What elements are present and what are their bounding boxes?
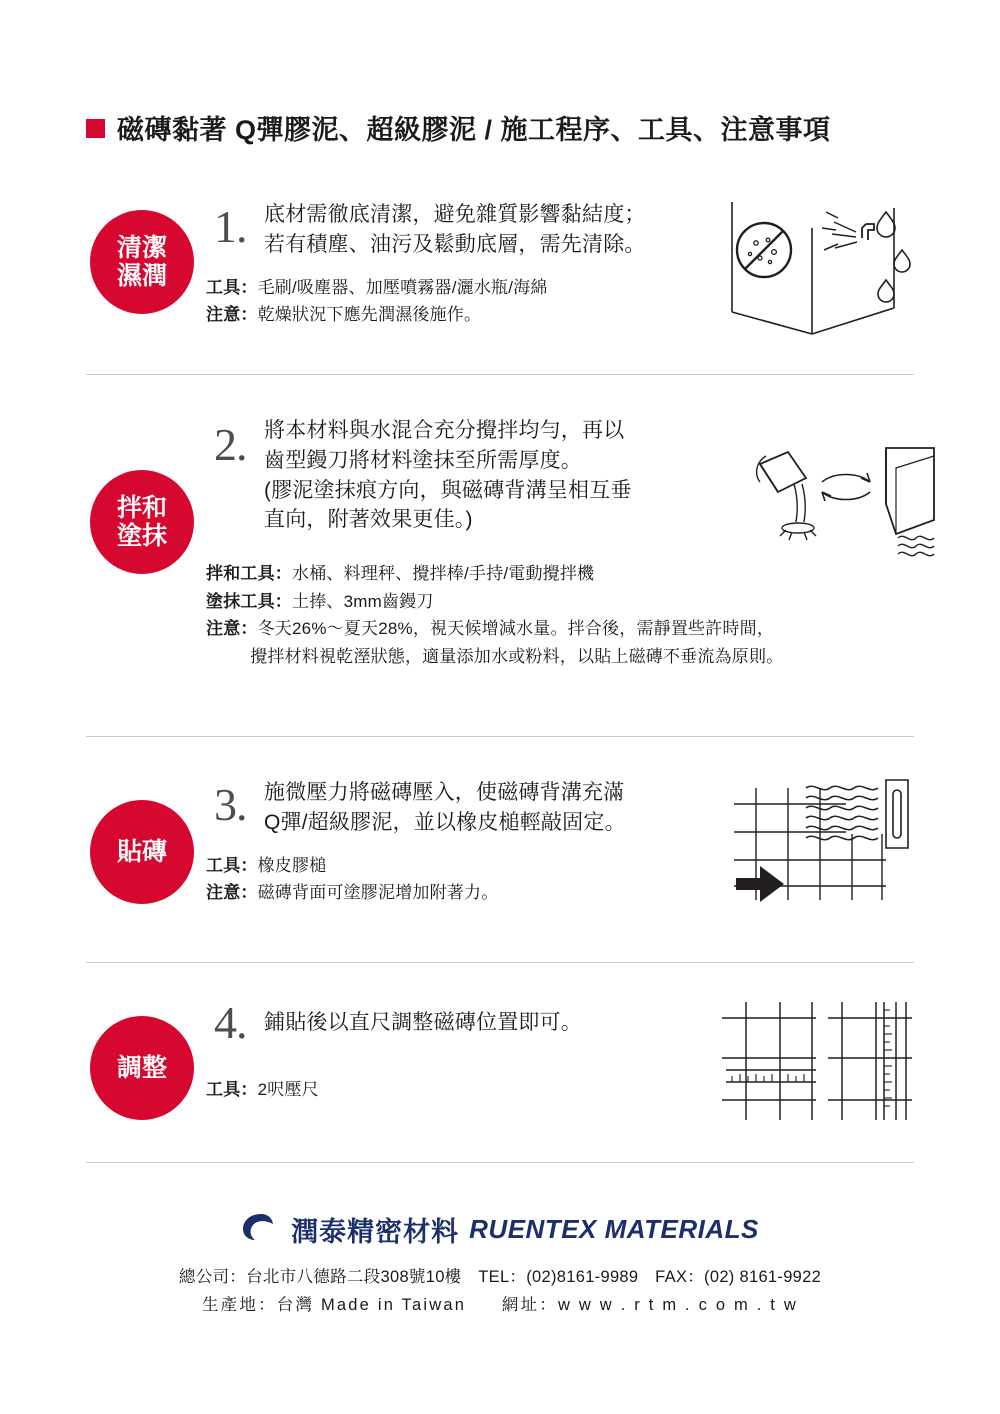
step-2-lead-line-1: 將本材料與水混合充分攪拌均勻，再以	[264, 419, 625, 442]
step-1-tools-label: 工具：	[206, 277, 258, 297]
step-4-badge-line-1: 調整	[116, 1054, 167, 1082]
step-2-divider	[86, 736, 914, 737]
step-2-note-cont: 攪拌材料視乾溼狀態，適量添加水或粉料，以貼上磁磚不垂流為原則。	[250, 646, 784, 666]
mixing-and-trowel-icon	[746, 434, 946, 579]
step-2-mix-tools-value: 水桶、料理秤、攪拌棒/手持/電動攪拌機	[292, 564, 595, 583]
step-1-number: 1.	[214, 201, 247, 252]
step-2-badge	[90, 470, 194, 574]
step-2-note-label: 注意：	[206, 619, 258, 639]
step-1-note	[206, 301, 734, 329]
step-4-tools-label: 工具：	[206, 1079, 258, 1099]
footer-line-1: 總公司：台北市八德路二段308號10樓 TEL：(02)8161-9989 FAX：(02) 8161-9922	[178, 1268, 822, 1286]
step-1-tools-value: 毛刷/吸塵器、加壓噴霧器/灑水瓶/海綿	[257, 277, 548, 297]
step-3-lead-line-2: Q彈/超級膠泥，並以橡皮槌輕敲固定。	[264, 810, 626, 834]
ruler-alignment-icon	[716, 996, 916, 1131]
brand-row	[0, 1210, 1000, 1249]
step-1-divider	[86, 374, 914, 375]
step-2-badge-line-2: 塗抹	[116, 522, 167, 550]
step-1-lead-line-2: 若有積塵、油污及鬆動底層，需先清除。	[264, 232, 646, 256]
step-3-tools-label: 工具：	[206, 855, 258, 875]
step-3-note-value: 磁磚背面可塗膠泥增加附著力。	[257, 883, 499, 903]
step-3-lead-line-1: 施微壓力將磁磚壓入，使磁磚背溝充滿	[264, 781, 625, 804]
page-title	[86, 108, 831, 147]
step-1-note-value: 乾燥狀況下應先潤濕後施作。	[257, 305, 482, 325]
step-3-lead	[264, 778, 734, 838]
footer-line-2	[0, 1291, 1000, 1319]
step-2-number: 2.	[214, 419, 247, 470]
step-2-apply-tools-label: 塗抹工具：	[206, 591, 292, 611]
step-3-number: 3.	[214, 779, 247, 830]
step-4-lead-line-1: 鋪貼後以直尺調整磁磚位置即可。	[264, 1011, 582, 1034]
step-4-number: 4.	[214, 997, 247, 1048]
step-3-tools	[206, 852, 734, 880]
brand-name-cn: 潤泰精密材料	[291, 1217, 460, 1247]
step-2-badge-line-1: 拌和	[116, 494, 167, 522]
red-square-icon	[86, 119, 105, 138]
step-1-badge-line-2: 濕潤	[116, 262, 167, 290]
page-title-text: 磁磚黏著 Q彈膠泥、超級膠泥 / 施工程序、工具、注意事項	[117, 115, 831, 145]
step-3-divider	[86, 962, 914, 963]
step-1-note-label: 注意：	[206, 305, 258, 325]
step-1-meta	[206, 274, 734, 329]
step-2-note	[206, 615, 906, 643]
step-3-note-label: 注意：	[206, 883, 258, 903]
footer-origin: 生產地：台灣 Made in Taiwan	[201, 1296, 467, 1315]
step-4-tools-value: 2呎壓尺	[257, 1079, 319, 1099]
step-1-badge-line-1: 清潔	[116, 234, 167, 262]
step-2-body	[264, 416, 744, 535]
step-4-lead	[264, 1008, 734, 1038]
footer-website: 網址：w w w . r t m . c o m . t w	[501, 1296, 798, 1315]
step-1-badge	[90, 210, 194, 314]
wave-logo-icon	[241, 1212, 281, 1247]
step-2-lead-line-4: 直向，附著效果更佳。)	[264, 508, 473, 532]
step-3-meta	[206, 852, 734, 907]
step-1-body	[206, 200, 734, 329]
step-4-body	[206, 1008, 734, 1103]
step-2-apply-tools-value: 土捧、3mm齒鏝刀	[292, 591, 434, 611]
step-2-lead-line-2: 齒型鏝刀將材料塗抹至所需厚度。	[264, 448, 582, 472]
step-3-tools-value: 橡皮膠槌	[257, 855, 327, 875]
footer-address	[0, 1263, 1000, 1320]
step-3-badge	[90, 800, 194, 904]
step-2-apply-tools	[206, 588, 906, 616]
step-1-tools	[206, 274, 734, 302]
step-2-lead	[264, 416, 744, 535]
step-1-lead	[264, 200, 734, 260]
step-4-meta	[206, 1076, 734, 1104]
step-2-note-value: 冬天26%～夏天28%，視天候增減水量。拌合後，需靜置些許時間，	[257, 619, 775, 639]
step-3-badge-line-1: 貼磚	[116, 838, 167, 866]
brand-name-en: RUENTEX MATERIALS	[469, 1214, 759, 1244]
step-4-tools	[206, 1076, 734, 1104]
step-2-lead-line-3: (膠泥塗抹痕方向，與磁磚背溝呈相互垂	[264, 478, 632, 502]
step-4-divider	[86, 1162, 914, 1163]
footer	[0, 1210, 1000, 1320]
no-dust-and-spray-water-icon	[716, 188, 916, 353]
step-3-note	[206, 879, 734, 907]
step-2-mix-tools-label: 拌和工具：	[206, 564, 292, 583]
step-1-lead-line-1: 底材需徹底清潔，避免雜質影響黏結度；	[264, 203, 646, 226]
step-4-badge	[90, 1016, 194, 1120]
tile-press-arrow-icon	[726, 774, 921, 919]
step-3-body	[206, 778, 734, 907]
